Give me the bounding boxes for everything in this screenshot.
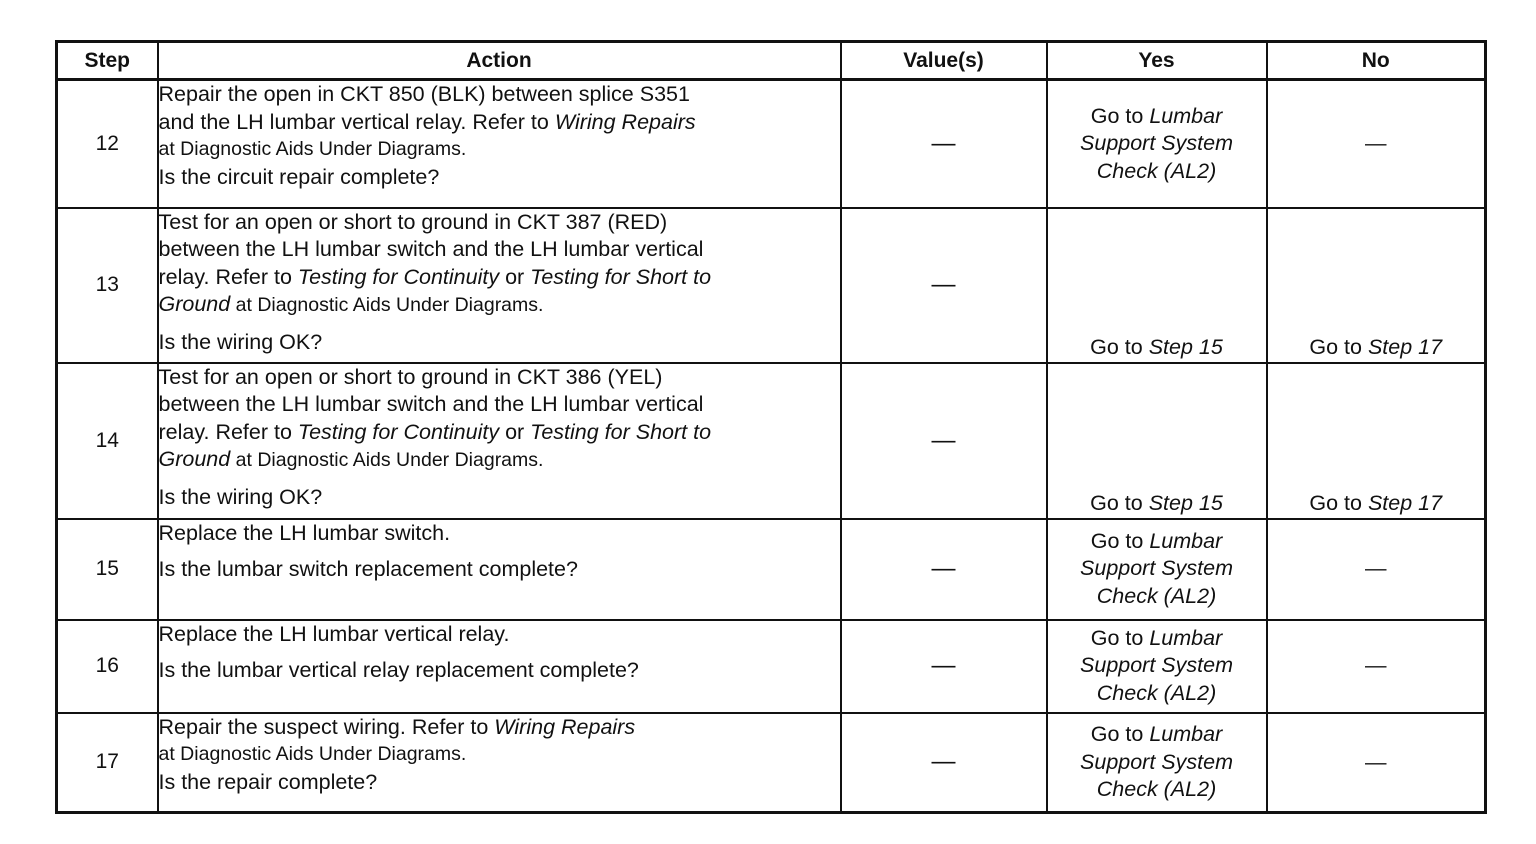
lumbar-check-reference: Lumbar	[1149, 625, 1223, 650]
no-dash: —	[1365, 749, 1387, 774]
step-reference: Step 17	[1367, 335, 1443, 359]
value-dash: —	[931, 555, 956, 582]
step-reference: Step 15	[1148, 491, 1223, 515]
action-cell	[158, 519, 841, 620]
action-text: Ground at Diagnostic Aids Under Diagrams.	[158, 292, 544, 316]
yes-cell: Go to Lumbar Support System Check (AL2)	[1047, 713, 1267, 813]
diagnostic-table	[55, 40, 1487, 814]
value-cell	[841, 620, 1047, 713]
yes-cell: Go to Lumbar Support System Check (AL2)	[1047, 519, 1267, 620]
value-cell	[841, 519, 1047, 620]
action-text: Test for an open or short to ground in CKT 386 (YEL)	[158, 364, 663, 389]
action-question: Is the wiring OK?	[158, 484, 323, 509]
action-text: at Diagnostic Aids Under Diagrams.	[158, 138, 467, 160]
step-number: 14	[57, 363, 158, 519]
action-text: between the LH lumbar switch and the LH lumbar vertical	[158, 237, 704, 261]
no-cell	[1267, 713, 1486, 813]
action-question: Is the repair complete?	[158, 769, 378, 794]
action-text: Repair the open in CKT 850 (BLK) between splice S351	[158, 82, 690, 106]
header-step: Step	[57, 42, 158, 80]
header-values: Value(s)	[841, 42, 1047, 80]
action-text: Repair the suspect wiring. Refer to Wiring Repairs	[158, 714, 636, 739]
action-text: relay. Refer to Testing for Continuity or Testing for Short to	[158, 264, 712, 289]
wiring-repairs-reference: Wiring Repairs	[494, 714, 636, 739]
step-reference: Step 15	[1148, 335, 1223, 359]
action-text: Test for an open or short to ground in CKT 387 (RED)	[158, 209, 668, 234]
table-row	[57, 713, 1486, 813]
action-text: Ground at Diagnostic Aids Under Diagrams.	[158, 447, 544, 471]
step-number: 15	[57, 519, 158, 620]
action-text: and the LH lumbar vertical relay. Refer to Wiring Repairs	[158, 109, 696, 134]
step-number: 12	[57, 80, 158, 208]
table-row	[57, 519, 1486, 620]
no-cell	[1267, 519, 1486, 620]
header-no: No	[1267, 42, 1486, 80]
action-cell	[158, 620, 841, 713]
lumbar-check-reference: Lumbar	[1149, 528, 1223, 553]
action-text: at Diagnostic Aids Under Diagrams.	[158, 743, 467, 765]
no-cell: Go to Step 17	[1267, 363, 1486, 519]
action-cell	[158, 713, 841, 813]
action-cell	[158, 363, 841, 519]
action-cell	[158, 80, 841, 208]
value-dash: —	[931, 426, 956, 454]
header-action: Action	[158, 42, 841, 80]
no-dash: —	[1365, 131, 1387, 155]
no-cell	[1267, 80, 1486, 208]
action-question: Is the circuit repair complete?	[158, 164, 440, 189]
no-cell	[1267, 620, 1486, 713]
action-question: Is the wiring OK?	[158, 329, 323, 354]
step-number: 13	[57, 208, 158, 363]
step-reference: Step 17	[1367, 491, 1443, 515]
no-dash: —	[1365, 653, 1387, 678]
step-number: 16	[57, 620, 158, 713]
action-question: Is the lumbar vertical relay replacement complete?	[158, 658, 639, 682]
lumbar-check-reference: Lumbar	[1149, 722, 1223, 746]
wiring-repairs-reference: Wiring Repairs	[554, 109, 696, 134]
table-row	[57, 80, 1486, 208]
action-text: between the LH lumbar switch and the LH lumbar vertical	[158, 392, 704, 416]
value-cell	[841, 363, 1047, 519]
header-yes: Yes	[1047, 42, 1267, 80]
header-row	[57, 42, 1486, 80]
no-cell: Go to Step 17	[1267, 208, 1486, 363]
step-number: 17	[57, 713, 158, 813]
value-cell	[841, 713, 1047, 813]
value-cell	[841, 208, 1047, 363]
no-dash: —	[1365, 556, 1387, 581]
yes-cell: Go to Step 15	[1047, 363, 1267, 519]
table-row	[57, 620, 1486, 713]
value-dash: —	[931, 271, 956, 298]
yes-cell: Go to Lumbar Support System Check (AL2)	[1047, 80, 1267, 208]
table-row	[57, 208, 1486, 363]
value-dash: —	[931, 652, 956, 679]
yes-cell: Go to Step 15	[1047, 208, 1267, 363]
lumbar-check-reference: Lumbar	[1149, 103, 1223, 128]
action-text: Replace the LH lumbar vertical relay.	[158, 621, 510, 646]
value-dash: —	[931, 129, 956, 157]
action-text: relay. Refer to Testing for Continuity or Testing for Short to	[158, 419, 712, 444]
value-dash: —	[931, 748, 956, 776]
value-cell	[841, 80, 1047, 208]
table-row	[57, 363, 1486, 519]
yes-cell: Go to Lumbar Support System Check (AL2)	[1047, 620, 1267, 713]
action-cell	[158, 208, 841, 363]
action-text: Replace the LH lumbar switch.	[158, 520, 451, 545]
action-question: Is the lumbar switch replacement complete?	[158, 557, 578, 581]
